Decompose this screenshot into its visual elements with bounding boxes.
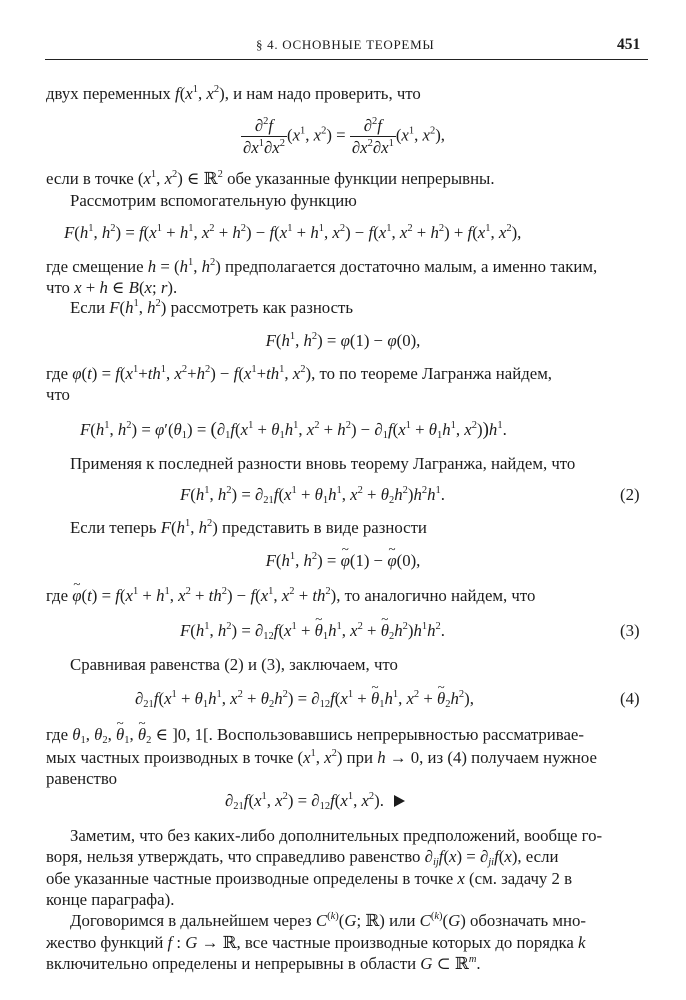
text-line: Применяя к последней разности вновь теорему Лагранжа, найдем, что (70, 454, 576, 473)
section-title: § 4. ОСНОВНЫЕ ТЕОРЕМЫ (256, 37, 435, 52)
equation-aux-function: $F(h^1$, $h^2) = f(x^1 + h^1$, $x^2 + h^2) - f(x^1 + h^1$, $x^2) - f(x^1$, $x^2 + h^2) + f(x^1$, $x^2$), (64, 223, 522, 242)
equation-label: (3) (620, 621, 640, 640)
equation-mixed-partials: $\frac{\partial^2f}{\partial x^1\partial x^2}$ ($x^1$, $x^2$) = $\frac{\partial^2f}{\partial x^2\partial x^1}$ ($x^1$, $x^2$), (242, 116, 446, 158)
equation-3: $F(h^1$, $h^2) = \partial_{12}f(x^1$ + ~ $\theta_1h^1$, $x^2$ + ~ $\theta_2h^2)h^1h^2$. (180, 623, 445, 640)
text-line: где ~ $\varphi(t) = f(x^1 + h^1$, $x^2 + th^2) - f(x^1$, $x^2 + th^2$), то аналогично найдем, что (46, 588, 535, 605)
text-line: что x + h ∈ B(x; r). (46, 278, 178, 297)
equation-difference: $F(h^1$, $h^2) = \varphi(1) - \varphi(0)$, (265, 331, 421, 350)
text-line: где смещение $h = (h^1$, $h^2$) предполагается достаточно малым, а именно таким, (46, 257, 598, 276)
text-line: Договоримся в дальнейшем через $C^{(k)}(G$; ℝ) или $C^{(k)}(G)$ обозначать мно- (70, 911, 586, 930)
running-header (0, 38, 686, 60)
text-line: обе указанные частные производные определены в точке x (см. задачу 2 в (46, 869, 573, 888)
text-line: где $\varphi(t) = f(x^1+th^1$, $x^2+h^2) - f(x^1+th^1$, $x^2$), то по теореме Лагранжа найдем, (46, 364, 553, 383)
header-rule (45, 59, 648, 60)
text-line: если в точке ($x^1$, $x^2$) ∈ ℝ$^2$ обе указанные функции непрерывны. (46, 169, 495, 188)
text-line: включительно определены и непрерывны в области G ⊂ ℝ$^m$. (46, 954, 481, 973)
page-number: 451 (617, 36, 641, 53)
text-line: двух переменных $f(x^1$, $x^2$), и нам надо проверить, что (46, 84, 421, 103)
text-line: равенство (46, 769, 118, 788)
equation-final: $\partial_{21}f(x^1$, $x^2) = \partial_{12}f(x^1$, $x^2$). (225, 793, 405, 810)
text-line: Заметим, что без каких-либо дополнительных предположений, вообще го- (70, 826, 603, 845)
end-of-proof-icon (394, 795, 405, 807)
text-line: мых частных производных в точке ($x^1$, $x^2$) при h → 0, из (4) получаем нужное (46, 748, 597, 767)
text-line: жество функций f : G → ℝ, все частные производные которых до порядка k (46, 933, 586, 952)
text-line: Сравнивая равенства (2) и (3), заключаем, что (70, 655, 398, 674)
equation-2: $F(h^1$, $h^2) = \partial_{21}f(x^1 + \theta_1h^1$, $x^2 + \theta_2h^2)h^2h^1$. (180, 485, 445, 506)
text-line: Если теперь $F(h^1$, $h^2$) представить в виде разности (70, 518, 427, 537)
equation-label: (4) (620, 689, 640, 708)
equation-label: (2) (620, 485, 640, 504)
equation-4: $\partial_{21}f(x^1 + \theta_1h^1$, $x^2 + \theta_2h^2) = \partial_{12}f(x^1$ + ~ $\theta_1h^1$, $x^2$ + ~ $\theta_2h^2$), (135, 691, 474, 708)
equation-lagrange-1: $F(h^1$, $h^2) = \varphi'(\theta_1) = (\partial_1f(x^1 + \theta_1h^1$, $x^2 + h^2) - \partial_1f(x^1 + \theta_1h^1$, $x^2))h^1$. (80, 419, 507, 441)
text-line: что (46, 385, 70, 404)
text-line: конце параграфа). (46, 890, 175, 909)
text-line: Если $F(h^1$, $h^2$) рассмотреть как разность (70, 298, 354, 317)
text-line: Рассмотрим вспомогательную функцию (70, 191, 357, 210)
equation-difference-tilde: $F(h^1$, $h^2$) = ~ φ(1) − ~ φ(0), (0, 553, 686, 570)
text-line: воря, нельзя утверждать, что справедливо равенство $\partial_{ij}f(x) = \partial_{ji}f(x)$, если (46, 847, 559, 868)
text-line: где $\theta_1$, $\theta_2$, ~ $\theta_1$, ~ $\theta_2$ ∈ ]0, 1[. Воспользовавшись непрерывностью рассматривае- (46, 727, 584, 744)
